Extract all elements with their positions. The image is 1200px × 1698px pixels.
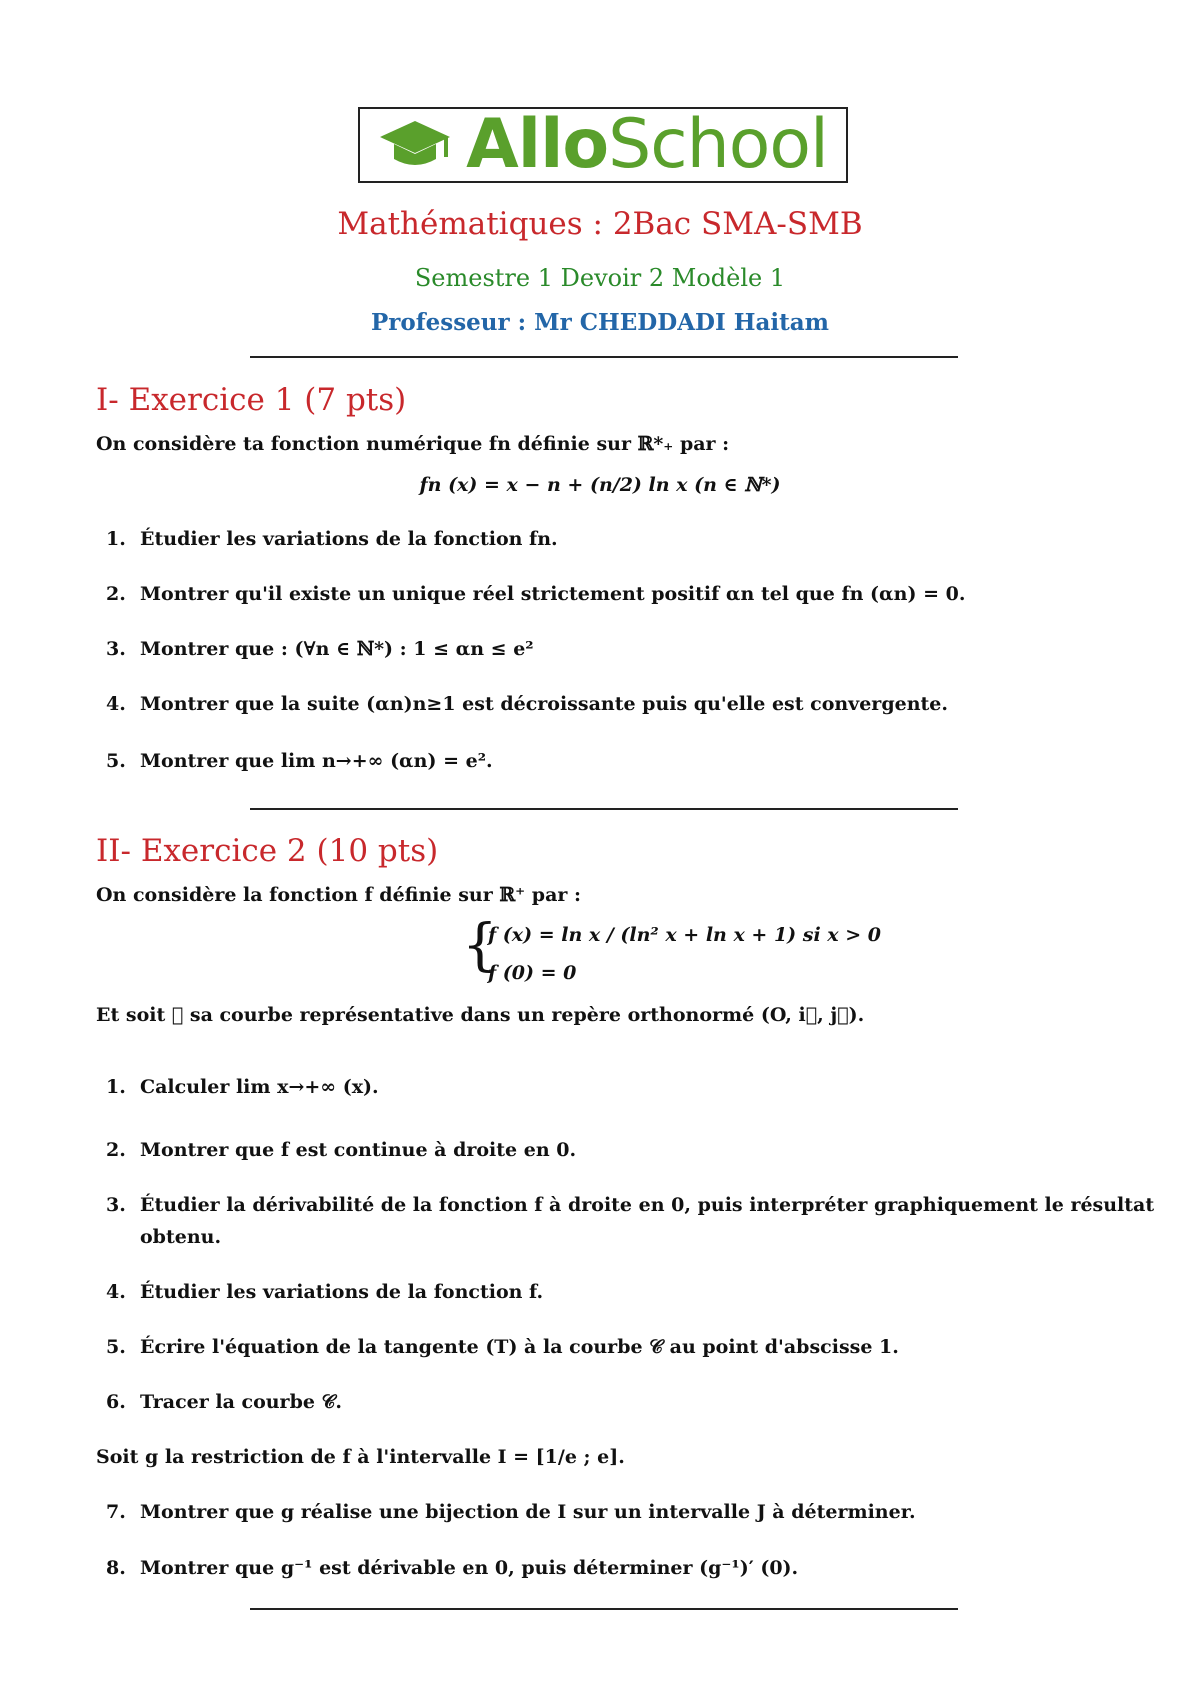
- divider: [250, 356, 958, 358]
- item-text: Écrire l'équation de la tangente (T) à la courbe 𝒞 au point d'abscisse 1.: [140, 1336, 899, 1358]
- item-number: 3.: [106, 638, 126, 660]
- item-text: Montrer que f est continue à droite en 0.: [140, 1139, 577, 1161]
- item-number: 4.: [106, 1281, 126, 1303]
- exercise1-item: [106, 750, 493, 772]
- document-title: Mathématiques : 2Bac SMA-SMB: [337, 206, 863, 242]
- item-number: 8.: [106, 1557, 126, 1579]
- exercise1-item: [106, 583, 965, 605]
- item-text: Montrer qu'il existe un unique réel strictement positif αn tel que fn (αn) = 0.: [140, 583, 966, 605]
- item-text-continued: obtenu.: [140, 1226, 222, 1248]
- item-number: 2.: [106, 1139, 126, 1161]
- item-number: 3.: [106, 1194, 126, 1216]
- item-number: 1.: [106, 528, 126, 550]
- piecewise-case-1: f (x) = ln x / (ln² x + ln x + 1) si x > 0: [488, 924, 881, 946]
- exercise2-item: [106, 1281, 543, 1303]
- curve-definition: Et soit 𝒞 sa courbe représentative dans un repère orthonormé (O, i⃗, j⃗).: [96, 1004, 865, 1026]
- divider: [250, 1608, 958, 1610]
- brace-glyph: {: [462, 913, 498, 978]
- professor-line: Professeur : Mr CHEDDADI Haitam: [371, 309, 829, 336]
- exercise1-item: [106, 528, 558, 550]
- exercise2-item: [106, 1336, 899, 1358]
- item-number: 2.: [106, 583, 126, 605]
- divider: [250, 808, 958, 810]
- restriction-definition: Soit g la restriction de f à l'intervalle I = [1/e ; e].: [96, 1446, 625, 1468]
- item-number: 5.: [106, 1336, 126, 1358]
- graduation-cap-icon: [378, 117, 452, 173]
- exercise2-item: [106, 1139, 576, 1161]
- alloschool-logo: [358, 107, 848, 183]
- item-number: 6.: [106, 1391, 126, 1413]
- exercise2-item: [106, 1076, 379, 1098]
- item-text: Montrer que la suite (αn)n≥1 est décroissante puis qu'elle est convergente.: [140, 693, 948, 715]
- exercise1-item: [106, 638, 534, 660]
- exercise2-item: [106, 1391, 342, 1413]
- exercise1-title: I- Exercice 1 (7 pts): [96, 382, 407, 418]
- item-text: Calculer lim x→+∞ (x).: [140, 1076, 379, 1098]
- exercise1-item: [106, 693, 948, 715]
- item-number: 4.: [106, 693, 126, 715]
- document-subtitle: Semestre 1 Devoir 2 Modèle 1: [414, 264, 786, 292]
- item-number: 1.: [106, 1076, 126, 1098]
- item-text: Montrer que lim n→+∞ (αn) = e².: [140, 750, 493, 772]
- item-text: Étudier les variations de la fonction fn.: [140, 528, 558, 550]
- exercise2-item: [106, 1194, 1154, 1216]
- exercise2-title: II- Exercice 2 (10 pts): [96, 833, 439, 869]
- item-text: Étudier les variations de la fonction f.: [140, 1281, 544, 1303]
- exercise2-item: [106, 1501, 916, 1523]
- exercise1-formula: fn (x) = x − n + (n/2) ln x (n ∈ ℕ*): [419, 474, 781, 496]
- piecewise-case-2: f (0) = 0: [488, 962, 577, 984]
- item-number: 5.: [106, 750, 126, 772]
- exercise2-intro: On considère la fonction f définie sur ℝ⁺ par :: [96, 884, 582, 906]
- exercise2-item: [106, 1557, 798, 1579]
- exercise1-intro: On considère ta fonction numérique fn définie sur ℝ*₊ par :: [96, 433, 730, 455]
- item-text: Étudier la dérivabilité de la fonction f à droite en 0, puis interpréter graphiquement le résultat: [140, 1194, 1155, 1216]
- item-number: 7.: [106, 1501, 126, 1523]
- item-text: Tracer la courbe 𝒞.: [140, 1391, 343, 1413]
- item-text: Montrer que g réalise une bijection de I sur un intervalle J à déterminer.: [140, 1501, 916, 1523]
- item-text: Montrer que : (∀n ∈ ℕ*) : 1 ≤ αn ≤ e²: [140, 638, 534, 660]
- logo-wordmark: AlloSchool: [466, 105, 828, 184]
- item-text: Montrer que g⁻¹ est dérivable en 0, puis déterminer (g⁻¹)′ (0).: [140, 1557, 799, 1579]
